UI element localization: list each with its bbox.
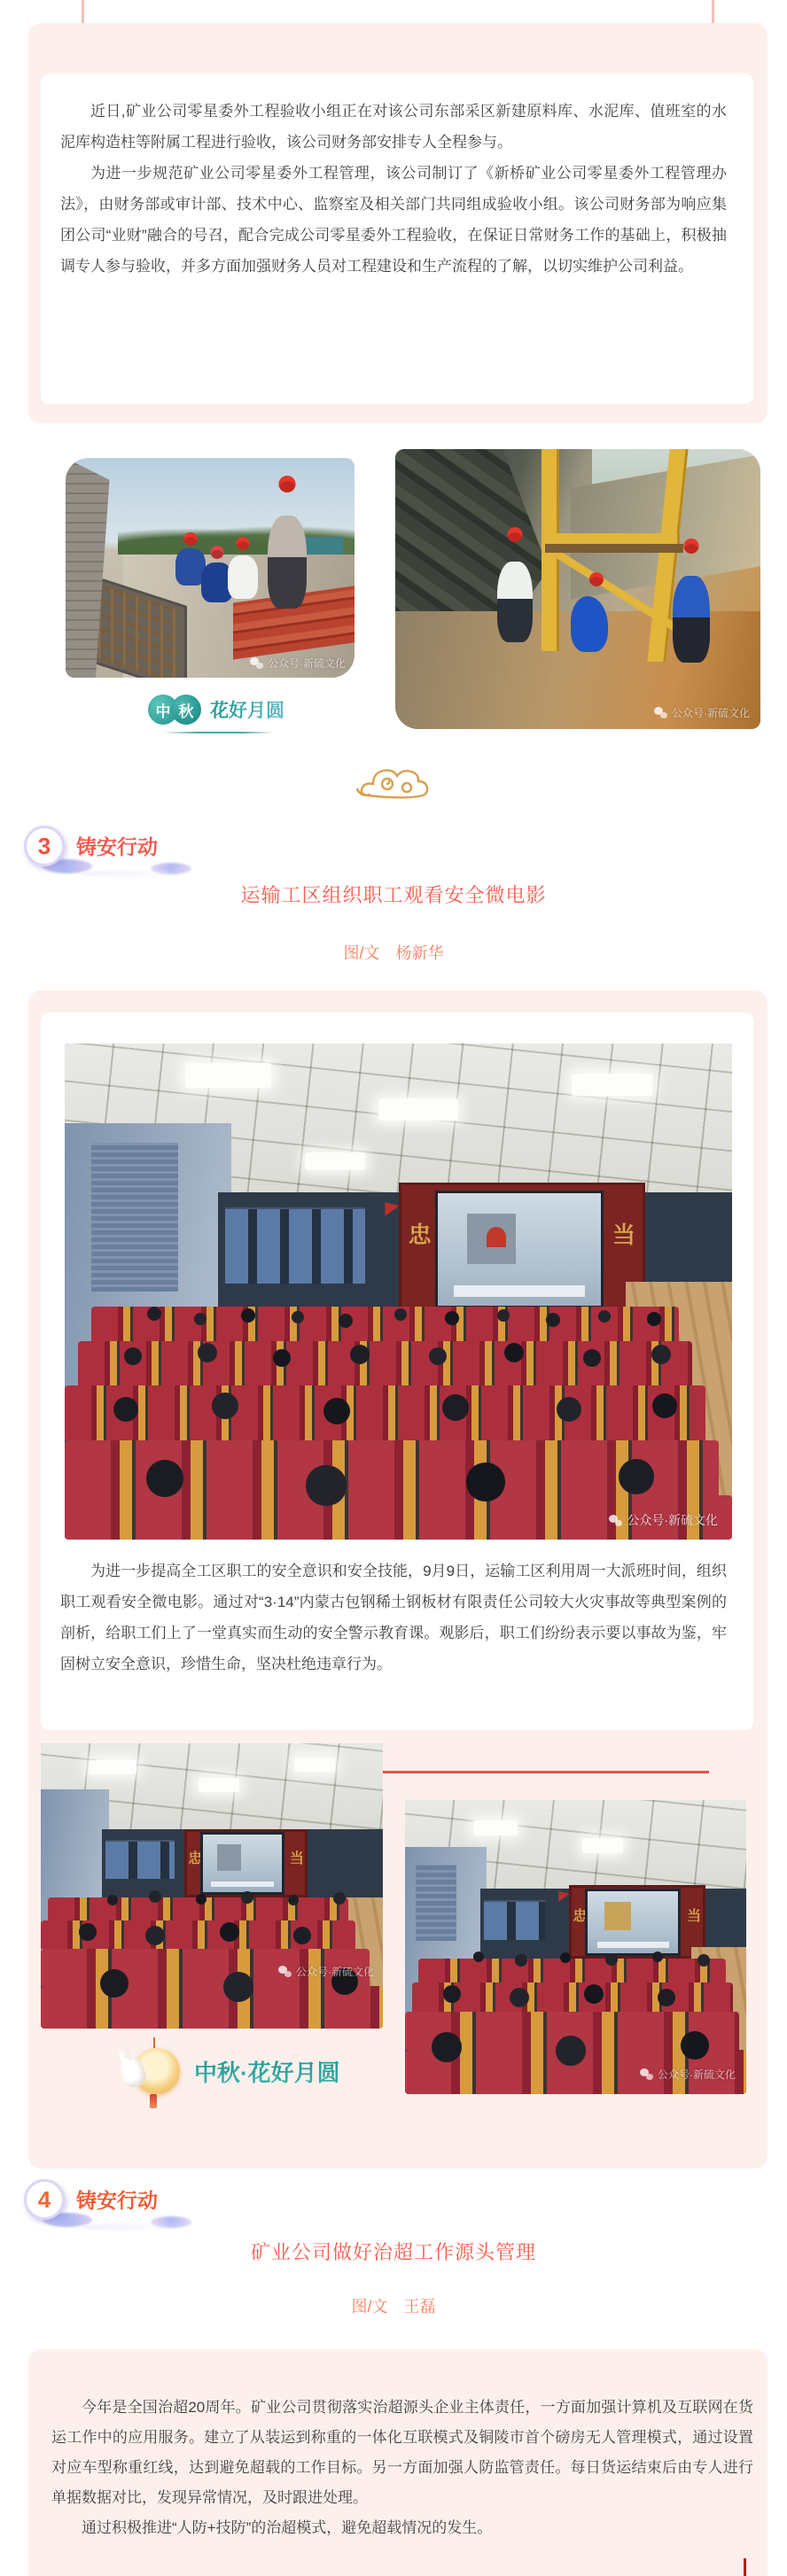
section4-credit: 图/文 王磊 [351, 2298, 436, 2316]
seat-row [78, 1341, 692, 1385]
person-crouching-3 [228, 537, 258, 599]
midautumn-logo-2 [134, 2048, 340, 2094]
audience-heads [432, 1952, 444, 1965]
wall-character-right: 当 [612, 1222, 635, 1249]
red-screen-wall [569, 1885, 705, 1959]
audience-heads [64, 1892, 76, 1905]
section4-paragraph-1: 今年是全国治超20周年。矿业公司贯彻落实治超源头企业主体责任，一方面加强计算机及互联网在货运工作中的应用服务。建立了从装运到称重的一体化互联模式及铜陵市首个磅房无人管理模式，通过设置对应车型称重红线，达到避免超载的工作目标。另一方面加强人防监管责任。每日货运结束后由专人进行单据数据对比，发现异常情况，及时跟进处理。 [51, 2399, 753, 2506]
moon-lantern-icon [134, 2048, 180, 2094]
yellow-beam [549, 533, 680, 545]
section3-badge-label: 铸安行动 [76, 835, 158, 858]
seat-row [48, 1897, 349, 1920]
watermark-text: 公众号·新硫文化 [627, 1513, 718, 1527]
ceiling-light [199, 1778, 239, 1792]
window-blind [416, 1865, 456, 1941]
projector-screen [438, 1193, 601, 1306]
badge-cloud-decoration [80, 870, 186, 877]
audience-heads [100, 1309, 116, 1325]
finance-paragraph-2: 为进一步规范矿业公司零星委外工程管理，该公司制订了《新桥矿业公司零星委外工程管理办法》，由财务部或审计部、技术中心、监察室及相关部门共同组成验收小组。该公司财务部为响应集团公司“业财”融合的号召，配合完成公司零星委外工程验收，在保证日常财务工作的基础上，积极抽调专人参与验收，并多方面加强财务人员对工程建设和生产流程的了解，以切实维护公司利益。 [60, 165, 727, 275]
person-standing [268, 476, 307, 609]
finance-paragraph-1: 近日,矿业公司零星委外工程验收小组正在对该公司东部采区新建原料库、水泥库、值班室的水泥库构造柱等附属工程进行验收，该公司财务部安排专人全程参与。 [60, 103, 727, 151]
wechat-icon [609, 1515, 622, 1526]
section4-badge-label: 铸安行动 [76, 2189, 158, 2212]
construction-site-art [66, 458, 355, 678]
midautumn-circle-left: 中 [148, 694, 178, 725]
auditorium-art [405, 1800, 746, 2094]
platform-beam [545, 544, 684, 552]
section3-badge [18, 824, 213, 877]
seat-row [65, 1385, 705, 1440]
wechat-icon [250, 657, 263, 669]
section3-title: 运输工区组织职工观看安全微电影 [240, 884, 547, 906]
wall-character-left: 忠 [573, 1908, 588, 1924]
photo-watermark [609, 1511, 718, 1529]
seat-row [91, 1307, 679, 1341]
finance-body-text [60, 96, 727, 282]
seat-row [405, 2012, 739, 2050]
screen-picture [604, 1902, 631, 1929]
watermark-text: 公众号·新硫文化 [672, 707, 750, 719]
auditorium-art [41, 1743, 383, 2029]
section3-number-badge: 3 [24, 826, 65, 866]
seat-row [41, 1986, 383, 2029]
screen-red-helmet-figure [487, 1227, 506, 1247]
ceiling-light [89, 1760, 136, 1774]
red-helmet [589, 572, 604, 586]
ceiling-light [572, 1074, 651, 1096]
ceiling-light [185, 1063, 272, 1088]
watermark-text: 公众号·新硫文化 [658, 2068, 736, 2081]
wall-character-right: 当 [687, 1908, 702, 1924]
section3-body-text [60, 1556, 727, 1680]
red-helmet [183, 532, 197, 546]
photo-acceptance-trench[interactable] [66, 458, 355, 678]
midautumn-logo-1 [148, 694, 284, 725]
watermark-text: 公众号·新硫文化 [268, 657, 346, 670]
section3-credit: 图/文 杨新华 [343, 944, 444, 962]
photo-auditorium-left[interactable] [41, 1743, 383, 2029]
wechat-icon [640, 2068, 653, 2080]
window-blind [91, 1143, 178, 1292]
person-blue-right [673, 539, 710, 663]
seat-row [412, 1982, 733, 2012]
person-white-shirt [497, 527, 533, 642]
photo-mine-site[interactable] [395, 449, 760, 729]
poster-row [225, 1207, 365, 1284]
photo-watermark [278, 1964, 374, 1979]
midautumn-logo-text: 花好月圆 [210, 696, 284, 723]
badge-cloud-decoration [80, 2223, 186, 2231]
midautumn-logo2-text: 中秋·花好月圆 [194, 2055, 340, 2088]
wall-character-right: 当 [289, 1851, 304, 1866]
red-screen-wall [184, 1829, 308, 1897]
ceiling-light [294, 1757, 335, 1772]
seat-row [41, 1920, 355, 1949]
red-helmet [236, 537, 249, 550]
ceiling-light [378, 1098, 458, 1121]
red-divider-line [372, 1771, 709, 1773]
projector-screen [203, 1835, 282, 1892]
logo-underline [164, 732, 275, 733]
wall-character-left: 忠 [188, 1851, 203, 1866]
section4-paragraph-2: 通过积极推进“人防+技防”的治超模式，避免超载情况的发生。 [82, 2519, 493, 2536]
grey-shirt-dark-pants [268, 516, 307, 609]
red-helmet [508, 527, 523, 542]
photo-auditorium-main[interactable] [65, 1044, 732, 1540]
blue-shirt-dark-pants [673, 576, 710, 663]
projector-screen [588, 1891, 678, 1953]
red-helmet [211, 546, 224, 559]
mine-site-art [395, 449, 760, 729]
photo-watermark [640, 2067, 736, 2082]
poster-row [105, 1840, 174, 1879]
section3-paragraph: 为进一步提高全工区职工的安全意识和安全技能，9月9日，运输工区利用周一大派班时间，组织职工观看安全微电影。通过对“3·14”内蒙古包钢稀土钢板材有限责任公司较大火灾事故等典型案例的剖析，给职工们上了一堂真实而生动的安全警示教育课。观影后，职工们纷纷表示要以事故为鉴，牢固树立安全意识，珍惜生命，坚决杜绝违章行为。 [60, 1563, 727, 1672]
section4-number-badge: 4 [24, 2179, 65, 2220]
red-screen-wall [399, 1183, 646, 1316]
ceiling-light [582, 1838, 623, 1853]
poster-row [484, 1900, 545, 1940]
cloud-divider [354, 760, 435, 811]
auditorium-art [65, 1044, 732, 1540]
rebar-grid [98, 584, 177, 678]
photo-watermark [250, 656, 346, 671]
white-shirt [228, 555, 258, 599]
midautumn-circle-right: 秋 [171, 694, 201, 725]
watermark-text: 公众号·新硫文化 [296, 1966, 374, 1978]
red-helmet [279, 476, 296, 493]
wechat-icon [278, 1966, 292, 1977]
photo-auditorium-right[interactable] [405, 1800, 746, 2094]
blue-shirt [571, 596, 608, 652]
gold-cloud-icon [354, 760, 435, 811]
seat-row [418, 1959, 726, 1982]
person-bending [571, 572, 608, 652]
red-helmet [684, 539, 699, 554]
section4-title: 矿业公司做好治超工作源头管理 [250, 2241, 536, 2263]
scroll-indicator-mark [744, 2558, 746, 2576]
wechat-icon [654, 707, 667, 718]
section4-badge [18, 2177, 213, 2231]
section4-body-text [51, 2393, 753, 2543]
ceiling-light [473, 1820, 518, 1835]
screen-picture [217, 1844, 241, 1870]
seat-row [65, 1440, 719, 1500]
wall-character-left: 忠 [408, 1222, 432, 1249]
photo-watermark [654, 705, 750, 720]
white-shirt-dark-pants [497, 562, 533, 642]
ceiling-light [305, 1152, 365, 1170]
